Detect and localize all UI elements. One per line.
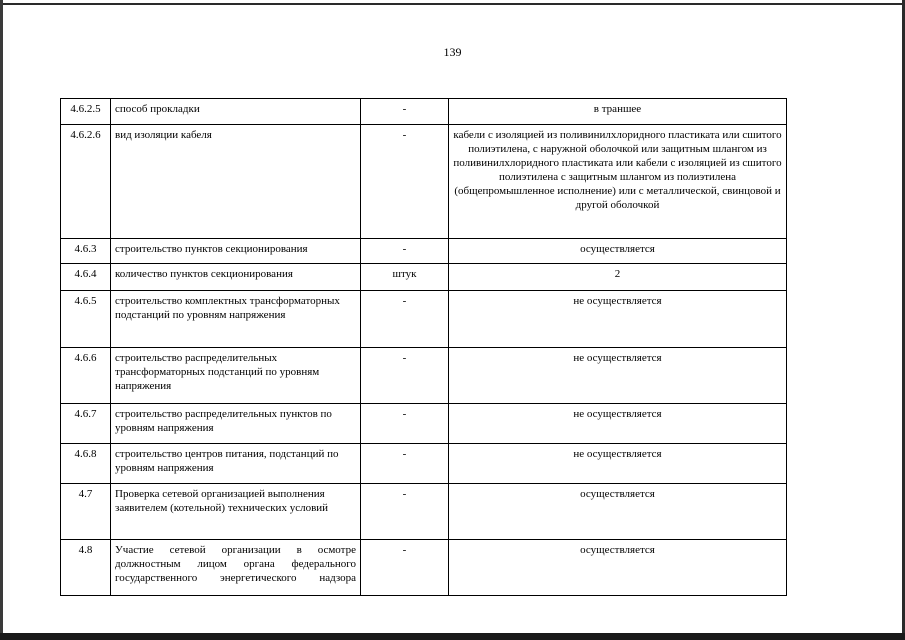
scan-edge-bottom (0, 633, 905, 640)
table-row (61, 239, 787, 264)
row-unit: - (361, 484, 449, 540)
row-parameter: строительство пунктов секционирования (111, 239, 361, 264)
row-value: осуществляется (449, 239, 787, 264)
row-parameter: вид изоляции кабеля (111, 125, 361, 239)
row-unit: - (361, 540, 449, 596)
table-row (61, 125, 787, 239)
row-unit: - (361, 239, 449, 264)
row-number: 4.8 (61, 540, 111, 596)
table-row (61, 291, 787, 348)
row-parameter: Проверка сетевой организацией выполнения заявителем (котельной) технических условий (111, 484, 361, 540)
row-parameter: количество пунктов секционирования (111, 264, 361, 291)
row-number: 4.6.7 (61, 404, 111, 444)
row-unit: штук (361, 264, 449, 291)
table-row (61, 540, 787, 596)
row-number: 4.7 (61, 484, 111, 540)
row-parameter: строительство распределительных трансформаторных подстанций по уровням напряжения (111, 348, 361, 404)
table-row (61, 444, 787, 484)
row-unit: - (361, 348, 449, 404)
row-value: осуществляется (449, 484, 787, 540)
row-number: 4.6.6 (61, 348, 111, 404)
row-number: 4.6.4 (61, 264, 111, 291)
row-unit: - (361, 404, 449, 444)
row-value: не осуществляется (449, 444, 787, 484)
specification-table (60, 98, 787, 596)
row-number: 4.6.8 (61, 444, 111, 484)
row-value: кабели с изоляцией из поливинилхлоридного пластиката или сшитого полиэтилена, с наружной оболочкой или защитным шлангом из поливинилхлоридного пластиката или кабели с изоляцией из сшитого полиэтилена с защитным шлангом из полиэтилена (общепромышленное исполнение) или с металлической, свинцовой и другой оболочкой (449, 125, 787, 239)
row-parameter: строительство распределительных пунктов по уровням напряжения (111, 404, 361, 444)
table-row (61, 484, 787, 540)
row-number: 4.6.5 (61, 291, 111, 348)
row-unit: - (361, 99, 449, 125)
table-row (61, 404, 787, 444)
row-unit: - (361, 125, 449, 239)
row-unit: - (361, 291, 449, 348)
table-row (61, 264, 787, 291)
scan-edge-left (0, 0, 3, 640)
row-value: 2 (449, 264, 787, 291)
row-number: 4.6.2.5 (61, 99, 111, 125)
table-row (61, 348, 787, 404)
table-row (61, 99, 787, 125)
row-unit: - (361, 444, 449, 484)
row-number: 4.6.3 (61, 239, 111, 264)
row-number: 4.6.2.6 (61, 125, 111, 239)
row-parameter: способ прокладки (111, 99, 361, 125)
row-value: не осуществляется (449, 404, 787, 444)
row-parameter: Участие сетевой организации в осмотре должностным лицом органа федерального государственного энергетического надзора (111, 540, 361, 596)
row-parameter: строительство комплектных трансформаторных подстанций по уровням напряжения (111, 291, 361, 348)
row-value: не осуществляется (449, 291, 787, 348)
row-value: осуществляется (449, 540, 787, 596)
scan-edge-top (0, 3, 905, 5)
row-parameter: строительство центров питания, подстанций по уровням напряжения (111, 444, 361, 484)
page-number: 139 (443, 45, 462, 59)
row-value: в траншее (449, 99, 787, 125)
row-value: не осуществляется (449, 348, 787, 404)
